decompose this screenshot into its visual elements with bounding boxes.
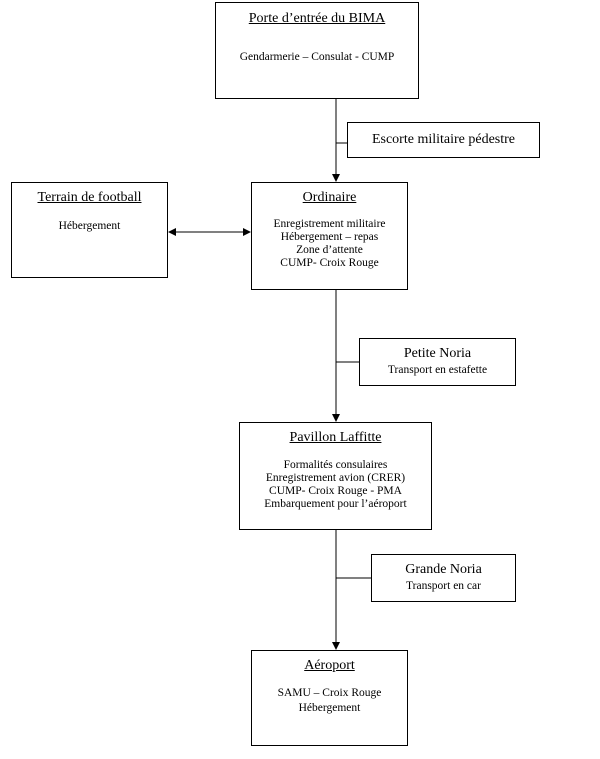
node-aeroport-line-1: SAMU – Croix Rouge bbox=[277, 687, 382, 699]
node-ordinaire-line-4: CUMP- Croix Rouge bbox=[280, 257, 379, 269]
node-aeroport-title: Aéroport bbox=[304, 658, 355, 673]
edge-label-grande-noria bbox=[371, 554, 516, 602]
node-laffitte-line-3: CUMP- Croix Rouge - PMA bbox=[269, 485, 402, 497]
node-football-title: Terrain de football bbox=[37, 190, 142, 205]
node-ordinaire-line-3: Zone d’attente bbox=[296, 244, 363, 256]
node-bima bbox=[215, 2, 419, 99]
node-football bbox=[11, 182, 168, 278]
node-laffitte-line-2: Enregistrement avion (CRER) bbox=[265, 472, 406, 484]
node-ordinaire-line-2: Hébergement – repas bbox=[280, 231, 379, 243]
edge-label-grande-noria-subtitle: Transport en car bbox=[406, 580, 481, 592]
edge-label-petite-noria-subtitle: Transport en estafette bbox=[387, 364, 488, 376]
node-bima-title: Porte d’entrée du BIMA bbox=[248, 11, 386, 26]
edge-label-grande-noria-title: Grande Noria bbox=[405, 562, 482, 577]
edge-label-escorte-title: Escorte militaire pédestre bbox=[371, 132, 516, 147]
edge-label-petite-noria bbox=[359, 338, 516, 386]
node-ordinaire bbox=[251, 182, 408, 290]
node-laffitte-line-4: Embarquement pour l’aéroport bbox=[264, 498, 407, 510]
node-football-line-1: Hébergement bbox=[58, 220, 121, 232]
node-ordinaire-line-1: Enregistrement militaire bbox=[273, 218, 386, 230]
node-aeroport bbox=[251, 650, 408, 746]
node-laffitte-line-1: Formalités consulaires bbox=[283, 459, 388, 471]
node-laffitte bbox=[239, 422, 432, 530]
node-ordinaire-title: Ordinaire bbox=[302, 190, 357, 205]
node-bima-line-1: Gendarmerie – Consulat - CUMP bbox=[239, 51, 395, 63]
edge-label-petite-noria-title: Petite Noria bbox=[403, 346, 472, 361]
edge-label-escorte bbox=[347, 122, 540, 158]
node-aeroport-line-2: Hébergement bbox=[298, 702, 361, 714]
node-laffitte-title: Pavillon Laffitte bbox=[289, 430, 382, 445]
